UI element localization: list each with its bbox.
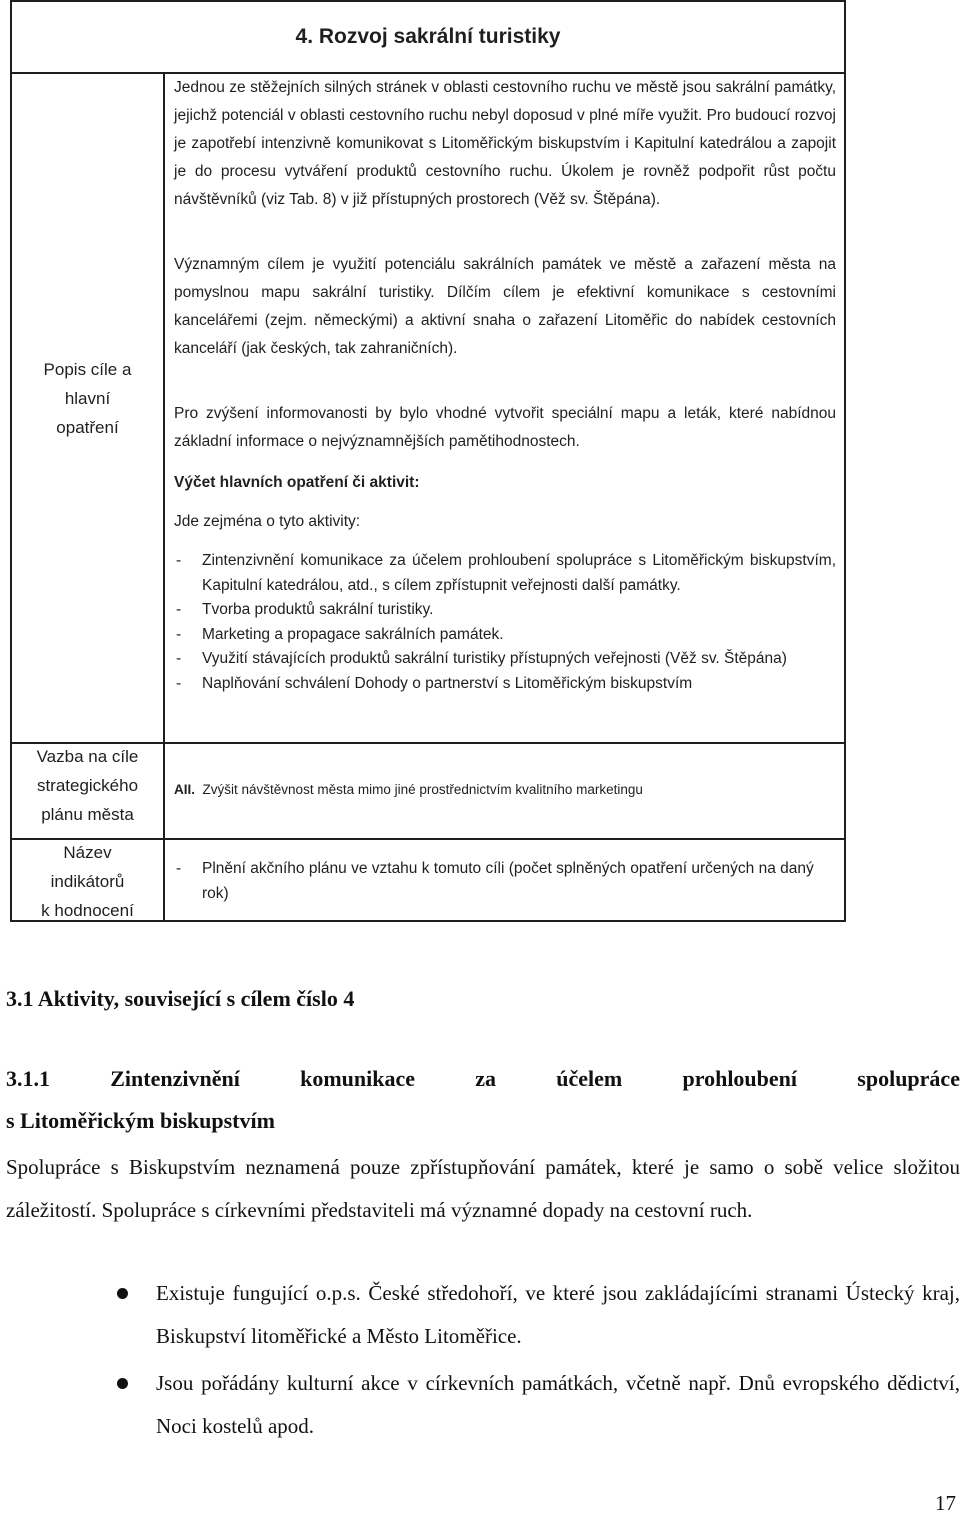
description-paragraph: Pro zvýšení informovanosti by bylo vhodné vytvořit speciální mapu a leták, které nabídnou základní informace o nejvýznamnějších pamětihodnostech. [174,405,836,450]
list-item: - Naplňování schválení Dohody o partnerství s Litoměřickým biskupstvím [176,674,693,692]
column-divider [163,72,165,922]
activity-list [174,549,836,696]
indicator: - Plnění akčního plánu ve vztahu k tomuto cíli (počet splněných opatření určených na daný rok) [176,860,814,902]
bullet-icon [117,1288,128,1299]
list-item: - Marketing a propagace sakrálních památek. [176,625,504,643]
list-item: - Tvorba produktů sakrální turistiky. [176,601,434,618]
row-label-description: Popis cíle a hlavní opatření [43,360,132,437]
section-heading: 3.1 Aktivity, související s cílem číslo 4 [6,986,355,1011]
list-intro: Jde zejména o tyto aktivity: [174,513,361,530]
row-label-strategic-link: Vazba na cíle strategického plánu města [36,747,139,824]
list-item: - Využití stávajících produktů sakrální turistiky přístupných veřejnosti (Věž sv. Štěpána) [176,650,787,667]
row-label-indicators: Název indikátorů k hodnocení [41,843,134,920]
bullet-item: Existuje fungující o.p.s. České středohoří, ve které jsou zakládajícími stranami Ústecký kraj, Biskupství litoměřické a Město Litoměřice. [118,1272,960,1358]
goal-table [10,0,846,922]
page-number: 17 [935,1491,956,1515]
description-paragraph: Významným cílem je využití potenciálu sakrálních památek ve městě a zařazení města na pomyslnou mapu sakrální turistiky. Dílčím cílem je efektivní komunikace s cestovními kancelářemi (zejm. německými) a aktivní snaha o zařazení Litoměřic do nabídek cestovních kanceláří (jak českých, tak zahraničních). [174,256,836,357]
description-paragraph: Jednou ze stěžejních silných stránek v oblasti cestovního ruchu ve městě jsou sakrální památky, jejichž potenciál v oblasti cestovního ruchu nebyl doposud v plné míře využit. Pro budoucí rozvoj je zapotřebí intenzivně komunikovat s Litoměřickým biskupstvím i Kapitulní katedrálou a zapojit je do procesu vytváření produktů cestovního ruchu. Úkolem je rovněž podpořit růst počtu návštěvníků (viz Tab. 8) v již přístupných prostorech (Věž sv. Štěpána). [174,79,836,208]
body-paragraph: Spolupráce s Biskupstvím neznamená pouze zpřístupňování památek, které je samo o sobě velice složitou záležitostí. Spolupráce s církevními představiteli má významné dopady na cestovní ruch. [6,1155,960,1222]
list-heading: Výčet hlavních opatření či aktivit: [174,474,420,491]
bullet-icon [117,1378,128,1389]
subsection-heading: 3.1.1 Zintenzivnění komunikace za účelem prohloubení spolupráce s Litoměřickým biskupstvím [6,1066,960,1133]
strategic-goal: AII. Zvýšit návštěvnost města mimo jiné prostřednictvím kvalitního marketingu [174,782,643,797]
list-item: - Zintenzivnění komunikace za účelem prohloubení spolupráce s Litoměřickým biskupstvím, Kapitulní katedrálou, atd., s cílem zpřístupnit veřejnosti další památky. [176,552,836,594]
bullet-item: Jsou pořádány kulturní akce v církevních památkách, včetně např. Dnů evropského dědictví, Noci kostelů apod. [118,1362,960,1448]
table-title: 4. Rozvoj sakrální turistiky [12,2,844,74]
